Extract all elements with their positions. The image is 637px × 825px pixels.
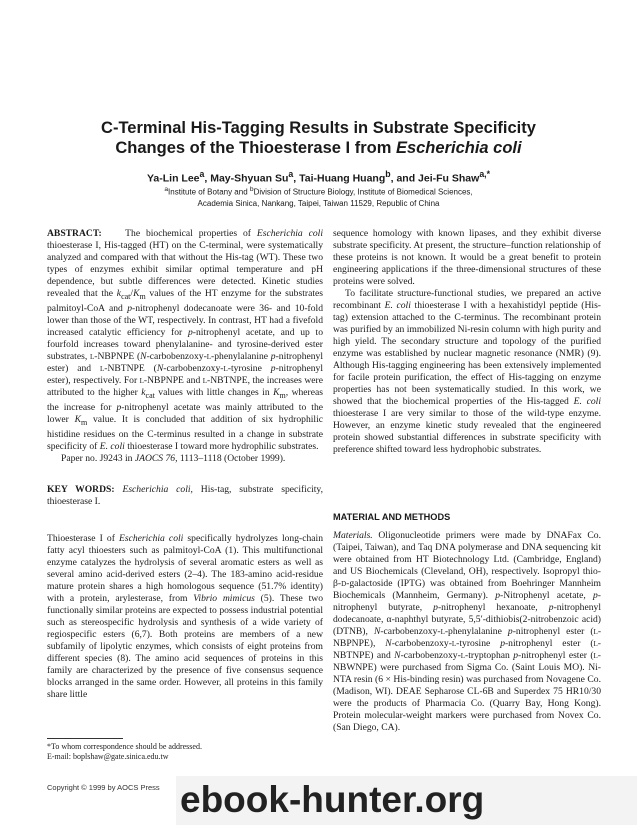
copyright: Copyright © 1999 by AOCS Press <box>47 783 160 792</box>
introduction: Thioesterase I of Escherichia coli specifically hydrolyzes long-chain fatty acyl thioesters such as palmitoyl-CoA (1). This multifunctional enzyme catalyzes the hydrolysis of several aromatic esters as well as several amino acid-derived esters (2–4). The 183-amino acid-residue mature protein shares a high homologous sequence (51.7% identity) with a protein, arylesterase, from Vibrio mimicus (5). These two functionally similar proteins are expected to possess industrial potential such as stereospecific hydrolysis and synthesis of a wide variety of regiospecific esters (6,7). Both proteins are members of a new subfamily of lipolytic enzymes, which consists of eight proteins from different species (8). The amino acid sequences of proteins in this family are characterized by the presence of five consensus sequence blocks arranged in the same order. However, all proteins in this family share little <box>47 533 323 700</box>
footnote: *To whom correspondence should be addressed. E-mail: boplshaw@gate.sinica.edu.tw <box>47 742 202 761</box>
section-heading: MATERIAL AND METHODS <box>333 512 451 522</box>
author-list: Ya-Lin Lee$^a$, May-Shyuan Su$^a$, Tai-Huang Huang$^b$, and Jei-Fu Shaw$^{a,*}$ <box>146 169 491 185</box>
author: Jei-Fu Shaw <box>418 172 480 185</box>
keywords: KEY WORDS: Escherichia coli, His-tag, substrate specificity, thioesterase I. <box>47 484 324 507</box>
paper-number: Paper no. J9243 in JAOCS 76, 1113–1118 (October 1999). <box>61 452 286 464</box>
introduction-continued: sequence homology with known lipases, and they exhibit diverse substrate specificity. At present, the structure–function relationship of these proteins is not known. It would be a great benefit to protein engineering applications if the three-dimensional structures of these proteins were solved. To facilitate structure-functional studies, we prepared an active recombinant E. coli thioesterase I with a hexahistidyl peptide (His-tag) extension attached to the C-terminus. The recombinant protein was purified by an immobilized Ni-resin column with high purity and high yield. The secondary structure and topology of the purified enzyme was established by nuclear magnetic resonance (NMR) (9). Although His-tagging engineering has been extensively implemented for facile protein purification, the effect of His-tagging on enzyme properties has not been systematically studied. In this work, we showed that the biochemical properties of the His-tagged E. coli thioesterase I are very similar to those of the wild-type enzyme. However, an enzyme kinetic study revealed that the engineered protein showed substantial differences in substrate specificity with preference shifted toward less hydrophobic substrates. <box>333 228 602 455</box>
abstract-label: ABSTRACT: <box>47 228 102 239</box>
author: Tai-Huang Huang <box>299 172 386 185</box>
author: Ya-Lin Lee <box>146 172 200 185</box>
author: May-Shyuan Su <box>210 172 289 185</box>
affiliation: $^a$Institute of Botany and $^b$Division of Structure Biology, Institute of Biomedical Sciences, Academia Sinica, Nankang, Taipei, Taiwan 11529, Republic of China <box>164 186 473 208</box>
title-line-2: Changes of the Thioesterase I from Escherichia coli <box>115 139 522 157</box>
paper-title <box>40 118 597 158</box>
abstract: ABSTRACT: The biochemical properties of Escherichia coli thioesterase I, His-tagged (HT) on the C-terminal, were systematically analyzed and compared with that without the His-tag (WT). These two types of enzymes exhibit similar optimal temperature and pH dependence, but subtle differences were detected. Kinetic studies revealed that the $k_{cat}/K_m$ values of the HT enzyme for the substrates palmitoyl-CoA and p-nitrophenyl dodecanoate were 36- and 10-fold lower than those of the WT, respectively. In contrast, HT had a fivefold increased catalytic efficiency for p-nitrophenyl acetate, and up to fourfold increases toward phenylalanine- and tyrosine-derived ester substrates, l-NBPNPE (N-carbobenzoxy-l-phenylalanine p-nitrophenyl ester) and l-NBTNPE (N-carbobenzoxy-l-tyrosine p-nitrophenyl ester), respectively. For l-NBPNPE and l-NBTNPE, the increases were attributed to the higher $k_{cat}$ values with little changes in $K_m$, whereas the increase for p-nitrophenyl acetate was mainly attributed to the lower $K_m$ value. It is concluded that addition of six hydrophilic histidine residues on the C-terminus resulted in a change in substrate specificity of E. coli thioesterase I toward more hydrophilic substrates. Paper no. J9243 in JAOCS 76, 1113–1118 (October 1999). <box>47 228 324 464</box>
footnote-rule <box>47 738 123 739</box>
title-line-1: C-Terminal His-Tagging Results in Substrate Specificity <box>101 119 536 137</box>
watermark: ebook-hunter.org <box>176 776 637 825</box>
materials-paragraph: Materials. Oligonucleotide primers were made by DNAFax Co. (Taipei, Taiwan), and Taq DNA polymerase and DNA sequencing kit were obtained from HT Biotechnology Ltd. (Cambridge, England) and US Biochemicals (Cleveland, OH), respectively. Isopropyl thio-β-d-galactoside (IPTG) was obtained from Boehringer Mannheim Biochemicals (Mannheim, Germany). p-Nitrophenyl acetate, p-nitrophenyl butyrate, p-nitrophenyl hexanoate, p-nitrophenyl dodecanoate, α-naphthyl butyrate, 5,5′-dithiobis(2-nitrobenzoic acid) (DTNB), N-carbobenzoxy-l-phenylalanine p-nitrophenyl ester (l-NBPNPE), N-carbobenzoxy-l-tyrosine p-nitrophenyl ester (l-NBTNPE) and N-carbobenzoxy-l-tryptophan p-nitrophenyl ester (l-NBWNPE) were purchased from Sigma Co. (Saint Louis MO). Ni-NTA resin (6 × His-binding resin) was purchased from Novagene Co. (Madison, WI). DEAE Sepharose CL-6B and Superdex 75 HR10/30 were the products of Pharmacia Co. (Quarry Bay, Hong Kong). Protein molecular-weight markers were purchased from Novex Co. (San Diego, CA). <box>333 530 602 733</box>
